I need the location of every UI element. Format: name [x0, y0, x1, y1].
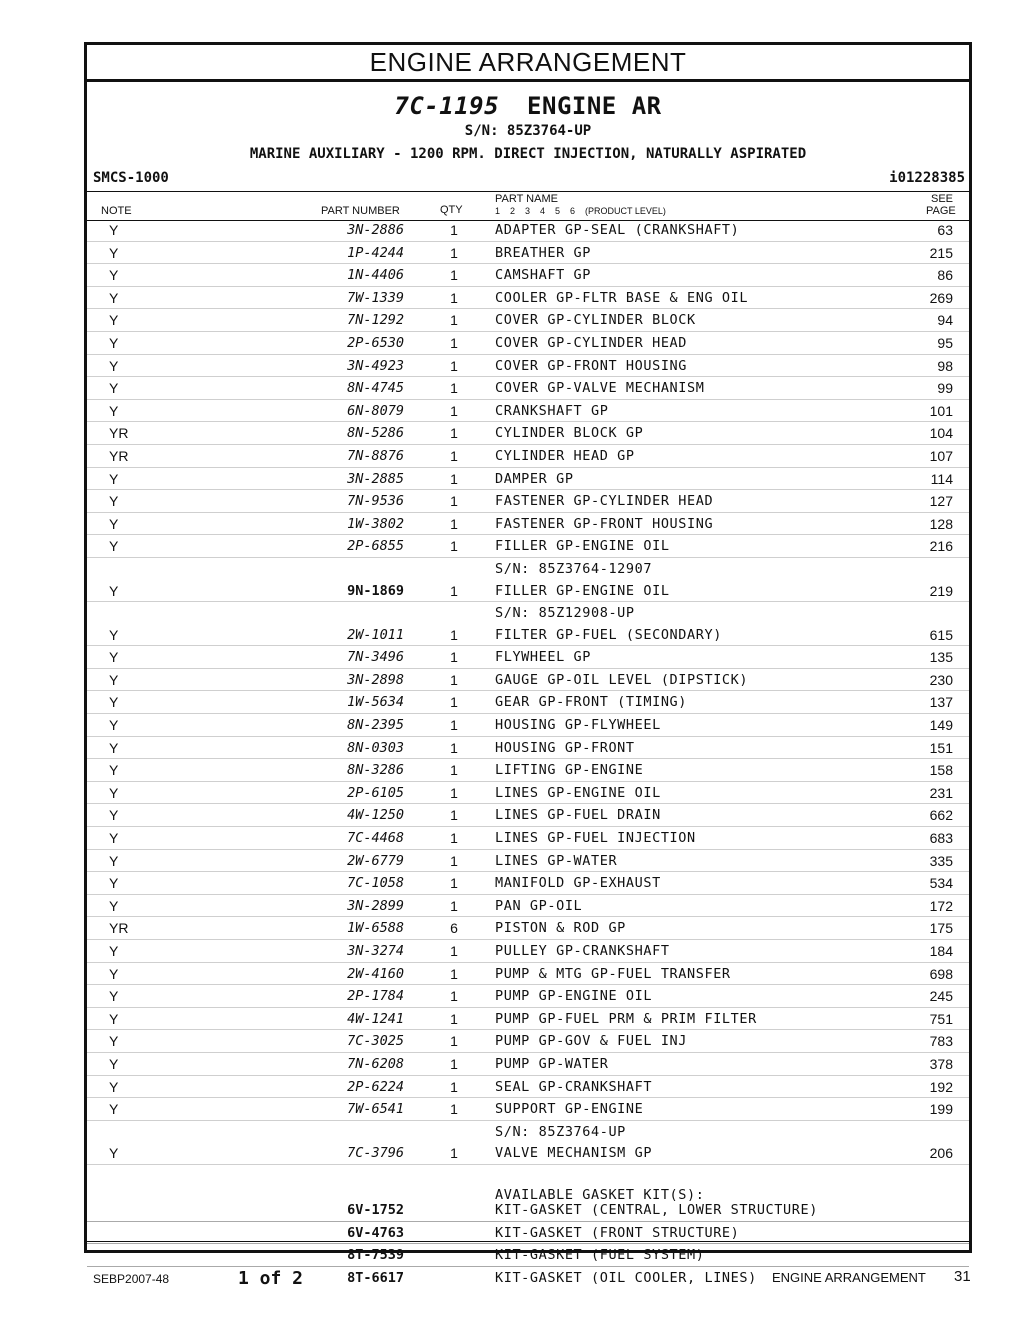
note-cell: Y — [109, 538, 119, 555]
part-number-cell: 7C-3796 — [347, 1145, 404, 1162]
part-number-cell: 7C-1058 — [347, 875, 404, 892]
part-name-cell: PISTON & ROD GP — [495, 920, 626, 937]
qty-cell: 1 — [450, 380, 458, 397]
illustration-id: i01228385 — [889, 170, 965, 186]
parts-table — [87, 219, 969, 1288]
qty-cell: 1 — [450, 671, 458, 688]
qty-cell: 1 — [450, 289, 458, 306]
document-id: SEBP2007-48 — [93, 1272, 170, 1286]
table-row — [87, 963, 969, 986]
qty-cell: 1 — [450, 538, 458, 555]
part-name-cell: PUMP GP-ENGINE OIL — [495, 988, 653, 1005]
table-row — [87, 580, 969, 603]
part-name-cell: FASTENER GP-FRONT HOUSING — [495, 515, 714, 532]
part-number-cell: 8N-2395 — [347, 717, 404, 734]
note-cell: Y — [109, 671, 119, 688]
note-cell: Y — [109, 380, 119, 397]
table-row — [87, 219, 969, 242]
reference-line — [93, 170, 965, 190]
qty-cell: 1 — [450, 739, 458, 756]
kit-part-number: 8T-6617 — [347, 1269, 404, 1286]
note-cell: Y — [109, 402, 119, 419]
see-page-cell: 378 — [929, 1055, 953, 1072]
note-cell: Y — [109, 1010, 119, 1027]
note-cell: Y — [109, 717, 119, 734]
part-number-cell: 2W-6779 — [347, 852, 404, 869]
qty-cell: 1 — [450, 244, 458, 261]
see-page-cell: 245 — [929, 988, 953, 1005]
note-cell: YR — [109, 447, 129, 464]
part-name-cell: VALVE MECHANISM GP — [495, 1145, 653, 1162]
part-name-cell: BREATHER GP — [495, 244, 592, 261]
part-number-cell: 8N-4745 — [347, 380, 404, 397]
kit-part-number: 6V-1752 — [347, 1201, 404, 1218]
part-name-cell: FILLER GP-ENGINE OIL — [495, 582, 670, 599]
note-cell: Y — [109, 222, 119, 238]
part-name-cell: LINES GP-FUEL DRAIN — [495, 807, 661, 824]
table-row — [87, 917, 969, 940]
part-name-cell: CAMSHAFT GP — [495, 267, 592, 284]
part-number-cell: 3N-2885 — [347, 470, 404, 487]
note-cell: YR — [109, 425, 129, 442]
qty-cell: 1 — [450, 357, 458, 374]
kit-part-number: 8T-7539 — [347, 1247, 404, 1264]
part-name-cell: SUPPORT GP-ENGINE — [495, 1101, 644, 1118]
see-page-cell: 615 — [929, 626, 953, 643]
table-row — [87, 513, 969, 536]
see-page-cell: 114 — [930, 470, 953, 487]
part-number-cell: 1W-3802 — [347, 515, 404, 532]
table-row — [87, 377, 969, 400]
note-cell: YR — [109, 920, 129, 937]
part-name-cell: LIFTING GP-ENGINE — [495, 762, 644, 779]
note-cell: Y — [109, 334, 119, 351]
part-name-cell: FILTER GP-FUEL (SECONDARY) — [495, 626, 722, 643]
part-name-cell: PAN GP-OIL — [495, 897, 583, 914]
note-cell: Y — [109, 357, 119, 374]
part-number-cell: 3N-3274 — [347, 943, 404, 959]
see-page-cell: 172 — [929, 897, 953, 914]
part-number-cell: 3N-2886 — [347, 222, 404, 238]
note-cell: Y — [109, 244, 119, 261]
table-row — [87, 1076, 969, 1099]
table-row — [87, 400, 969, 423]
qty-cell: 1 — [450, 807, 458, 824]
table-row — [87, 332, 969, 355]
see-page-cell: 104 — [929, 425, 953, 442]
note-cell: Y — [109, 784, 119, 801]
part-number-cell: 7C-3025 — [347, 1033, 404, 1050]
part-number-cell: 8N-3286 — [347, 762, 404, 779]
table-row — [87, 646, 969, 669]
part-number-cell: 1P-4244 — [347, 244, 404, 261]
kit-name: KIT-GASKET (FUEL SYSTEM) — [495, 1247, 705, 1264]
qty-cell: 1 — [450, 897, 458, 914]
part-number-cell: 7W-6541 — [347, 1101, 404, 1118]
table-row — [87, 309, 969, 332]
table-row — [87, 535, 969, 558]
part-name-cell: FASTENER GP-CYLINDER HEAD — [495, 493, 714, 510]
kit-heading-row — [87, 1177, 969, 1203]
part-name-cell: CRANKSHAFT GP — [495, 402, 609, 419]
part-name-cell: LINES GP-FUEL INJECTION — [495, 830, 696, 847]
qty-cell: 1 — [450, 830, 458, 847]
see-page-cell: 101 — [929, 402, 953, 419]
kit-name: KIT-GASKET (OIL COOLER, LINES) — [495, 1269, 757, 1286]
part-number-cell: 3N-2899 — [347, 897, 404, 914]
part-name-cell: DAMPER GP — [495, 470, 574, 487]
part-number-cell: 9N-1869 — [347, 582, 404, 599]
see-page-cell: 184 — [929, 943, 953, 959]
table-row — [87, 624, 969, 647]
note-cell: Y — [109, 289, 119, 306]
model-name: ENGINE AR — [527, 92, 662, 120]
part-number-cell: 2P-6530 — [347, 334, 404, 351]
qty-cell: 6 — [450, 920, 458, 937]
note-cell: Y — [109, 582, 119, 599]
note-cell: Y — [109, 943, 119, 959]
product-level-header: 1 2 3 4 5 6 (PRODUCT LEVEL) — [495, 206, 666, 216]
table-row — [87, 782, 969, 805]
note-cell: Y — [109, 897, 119, 914]
table-row — [87, 1142, 969, 1165]
table-row — [87, 1008, 969, 1031]
part-name-cell: CYLINDER HEAD GP — [495, 447, 635, 464]
see-page-cell: 751 — [929, 1010, 953, 1027]
note-cell: Y — [109, 649, 119, 666]
see-page-cell: 230 — [929, 671, 953, 688]
part-number-cell: 3N-4923 — [347, 357, 404, 374]
part-name-cell: HOUSING GP-FLYWHEEL — [495, 717, 661, 734]
qty-cell: 1 — [450, 988, 458, 1005]
qty-cell: 1 — [450, 694, 458, 711]
model-heading — [87, 92, 969, 120]
part-name-cell: FLYWHEEL GP — [495, 649, 592, 666]
qty-cell: 1 — [450, 762, 458, 779]
qty-cell: 1 — [450, 1055, 458, 1072]
see-page-cell: 783 — [929, 1033, 953, 1050]
table-row — [87, 759, 969, 782]
part-number-cell: 7N-1292 — [347, 312, 404, 329]
kit-row — [87, 1244, 969, 1267]
part-name-cell: SEAL GP-CRANKSHAFT — [495, 1078, 653, 1095]
see-page-cell: 137 — [929, 694, 953, 711]
qty-cell: 1 — [450, 425, 458, 442]
part-name-cell: GAUGE GP-OIL LEVEL (DIPSTICK) — [495, 671, 749, 688]
part-number-cell: 6N-8079 — [347, 402, 404, 419]
qty-cell: 1 — [450, 1101, 458, 1118]
qty-cell: 1 — [450, 1078, 458, 1095]
part-number-cell: 1W-5634 — [347, 694, 404, 711]
see-page-cell: 128 — [929, 515, 953, 532]
page-number: 31 — [954, 1268, 971, 1285]
bottom-rule — [87, 1241, 969, 1242]
table-row — [87, 714, 969, 737]
see-page-cell: 175 — [929, 920, 953, 937]
kit-heading: AVAILABLE GASKET KIT(S): — [495, 1186, 705, 1203]
see-page-cell: 335 — [929, 852, 953, 869]
qty-cell: 1 — [450, 493, 458, 510]
qty-cell: 1 — [450, 515, 458, 532]
serial-note: S/N: 85Z3764-UP — [495, 1123, 626, 1140]
qty-cell: 1 — [450, 447, 458, 464]
qty-cell: 1 — [450, 965, 458, 982]
note-cell: Y — [109, 470, 119, 487]
qty-cell: 1 — [450, 717, 458, 734]
part-name-cell: PUMP GP-FUEL PRM & PRIM FILTER — [495, 1010, 757, 1027]
part-number-cell: 7W-1339 — [347, 289, 404, 306]
note-cell: Y — [109, 1055, 119, 1072]
table-row — [87, 422, 969, 445]
part-name-cell: GEAR GP-FRONT (TIMING) — [495, 694, 688, 711]
part-number-cell: 7C-4468 — [347, 830, 404, 847]
part-name-cell: COVER GP-FRONT HOUSING — [495, 357, 688, 374]
table-row — [87, 1030, 969, 1053]
table-row — [87, 287, 969, 310]
note-cell: Y — [109, 852, 119, 869]
see-page-cell: 86 — [937, 267, 953, 284]
note-cell: Y — [109, 312, 119, 329]
serial-note: S/N: 85Z3764-12907 — [495, 560, 653, 577]
table-row — [87, 827, 969, 850]
kit-row — [87, 1199, 969, 1222]
part-name-cell: PULLEY GP-CRANKSHAFT — [495, 943, 670, 959]
table-row — [87, 669, 969, 692]
qty-cell: 1 — [450, 784, 458, 801]
part-number-cell: 8N-0303 — [347, 739, 404, 756]
qty-cell: 1 — [450, 1145, 458, 1162]
part-number-cell: 2W-1011 — [347, 626, 404, 643]
see-page-cell: 199 — [929, 1101, 953, 1118]
table-row — [87, 1053, 969, 1076]
part-name-cell: COVER GP-CYLINDER BLOCK — [495, 312, 696, 329]
qty-cell: 1 — [450, 267, 458, 284]
part-number-cell: 1W-6588 — [347, 920, 404, 937]
part-number-cell: 2W-4160 — [347, 965, 404, 982]
serial-note-row — [87, 558, 969, 580]
note-cell: Y — [109, 1145, 119, 1162]
see-page-cell: 231 — [929, 784, 953, 801]
table-row — [87, 355, 969, 378]
part-name-cell: LINES GP-WATER — [495, 852, 618, 869]
table-row — [87, 264, 969, 287]
note-cell: Y — [109, 1033, 119, 1050]
part-number-cell: 7N-8876 — [347, 447, 404, 464]
part-number-cell: 7N-6208 — [347, 1055, 404, 1072]
note-cell: Y — [109, 1101, 119, 1118]
part-name-cell: COOLER GP-FLTR BASE & ENG OIL — [495, 289, 749, 306]
qty-cell: 1 — [450, 852, 458, 869]
see-page-cell: 206 — [929, 1145, 953, 1162]
see-header: SEE — [931, 193, 954, 205]
note-cell: Y — [109, 267, 119, 284]
qty-cell: 1 — [450, 222, 458, 238]
see-page-cell: 269 — [929, 289, 953, 306]
see-page-cell: 95 — [937, 334, 953, 351]
table-row — [87, 985, 969, 1008]
part-number-cell: 1N-4406 — [347, 267, 404, 284]
smcs-code: SMCS-1000 — [93, 170, 169, 186]
see-page-cell: 94 — [937, 312, 953, 329]
qty-cell: 1 — [450, 649, 458, 666]
see-page-cell: 149 — [929, 717, 953, 734]
page-header: PAGE — [926, 205, 956, 217]
see-page-cell: 98 — [937, 357, 953, 374]
table-row — [87, 872, 969, 895]
qty-cell: 1 — [450, 875, 458, 892]
note-cell: Y — [109, 694, 119, 711]
qty-cell: 1 — [450, 1033, 458, 1050]
see-page-cell: 215 — [929, 244, 953, 261]
serial-note-row — [87, 1121, 969, 1143]
note-cell: Y — [109, 515, 119, 532]
page-of: 1 of 2 — [238, 1268, 304, 1289]
part-name-cell: CYLINDER BLOCK GP — [495, 425, 644, 442]
see-page-cell: 158 — [929, 762, 953, 779]
page-footer — [0, 1268, 1020, 1292]
part-number-cell: 4W-1250 — [347, 807, 404, 824]
part-name-cell: ADAPTER GP-SEAL (CRANKSHAFT) — [495, 222, 740, 238]
kit-part-number: 6V-4763 — [347, 1224, 404, 1241]
qty-cell: 1 — [450, 402, 458, 419]
part-number-cell: 7N-9536 — [347, 493, 404, 510]
qty-header: QTY — [440, 204, 463, 216]
table-row — [87, 691, 969, 714]
table-row — [87, 242, 969, 265]
see-page-cell: 216 — [929, 538, 953, 555]
table-row — [87, 1098, 969, 1121]
part-number-cell: 2P-1784 — [347, 988, 404, 1005]
qty-cell: 1 — [450, 334, 458, 351]
see-page-cell: 127 — [929, 493, 953, 510]
qty-cell: 1 — [450, 1010, 458, 1027]
serial-range: S/N: 85Z3764-UP — [464, 123, 592, 139]
note-cell: Y — [109, 739, 119, 756]
part-number-cell: 4W-1241 — [347, 1010, 404, 1027]
qty-cell: 1 — [450, 943, 458, 959]
qty-cell: 1 — [450, 470, 458, 487]
qty-cell: 1 — [450, 626, 458, 643]
kit-name: KIT-GASKET (FRONT STRUCTURE) — [495, 1224, 740, 1241]
part-name-cell: FILLER GP-ENGINE OIL — [495, 538, 670, 555]
part-number-cell: 2P-6855 — [347, 538, 404, 555]
part-number-cell: 2P-6105 — [347, 784, 404, 801]
see-page-cell: 192 — [929, 1078, 953, 1095]
see-page-cell: 135 — [929, 649, 953, 666]
see-page-cell: 534 — [929, 875, 953, 892]
qty-cell: 1 — [450, 582, 458, 599]
serial-note: S/N: 85Z12908-UP — [495, 605, 635, 622]
model-number: 7C-1195 — [394, 92, 500, 120]
table-row — [87, 804, 969, 827]
part-name-cell: COVER GP-VALVE MECHANISM — [495, 380, 705, 397]
see-page-cell: 219 — [929, 582, 953, 599]
table-row — [87, 737, 969, 760]
spacer-row — [87, 1165, 969, 1177]
note-cell: Y — [109, 762, 119, 779]
see-page-cell: 99 — [937, 380, 953, 397]
part-number-cell: 8N-5286 — [347, 425, 404, 442]
part-number-header: PART NUMBER — [321, 205, 400, 217]
part-name-cell: LINES GP-ENGINE OIL — [495, 784, 661, 801]
note-cell: Y — [109, 988, 119, 1005]
part-name-cell: PUMP & MTG GP-FUEL TRANSFER — [495, 965, 731, 982]
part-name-cell: COVER GP-CYLINDER HEAD — [495, 334, 688, 351]
part-name-cell: MANIFOLD GP-EXHAUST — [495, 875, 661, 892]
see-page-cell: 698 — [929, 965, 953, 982]
part-number-cell: 3N-2898 — [347, 671, 404, 688]
part-name-cell: HOUSING GP-FRONT — [495, 739, 635, 756]
note-cell: Y — [109, 875, 119, 892]
table-row — [87, 468, 969, 491]
kit-name: KIT-GASKET (CENTRAL, LOWER STRUCTURE) — [495, 1201, 818, 1218]
see-page-cell: 151 — [929, 739, 953, 756]
see-page-cell: 683 — [929, 830, 953, 847]
table-row — [87, 895, 969, 918]
part-name-cell: PUMP GP-WATER — [495, 1055, 609, 1072]
note-cell: Y — [109, 1078, 119, 1095]
note-cell: Y — [109, 965, 119, 982]
note-header: NOTE — [101, 205, 132, 217]
table-row — [87, 490, 969, 513]
table-row — [87, 940, 969, 963]
qty-cell: 1 — [450, 312, 458, 329]
see-page-cell: 107 — [929, 447, 953, 464]
column-headers — [87, 191, 969, 221]
part-number-cell: 2P-6224 — [347, 1078, 404, 1095]
note-cell: Y — [109, 493, 119, 510]
table-row — [87, 445, 969, 468]
table-row — [87, 850, 969, 873]
note-cell: Y — [109, 807, 119, 824]
see-page-cell: 63 — [937, 222, 953, 238]
footer-section: ENGINE ARRANGEMENT — [772, 1270, 926, 1285]
note-cell: Y — [109, 626, 119, 643]
part-name-cell: PUMP GP-GOV & FUEL INJ — [495, 1033, 688, 1050]
section-title: ENGINE ARRANGEMENT — [87, 45, 969, 82]
see-page-cell: 662 — [929, 807, 953, 824]
note-cell: Y — [109, 830, 119, 847]
serial-note-row — [87, 602, 969, 624]
engine-description: MARINE AUXILIARY - 1200 RPM. DIRECT INJECTION, NATURALLY ASPIRATED — [249, 146, 807, 162]
part-number-cell: 7N-3496 — [347, 649, 404, 666]
part-name-header: PART NAME — [495, 193, 558, 205]
